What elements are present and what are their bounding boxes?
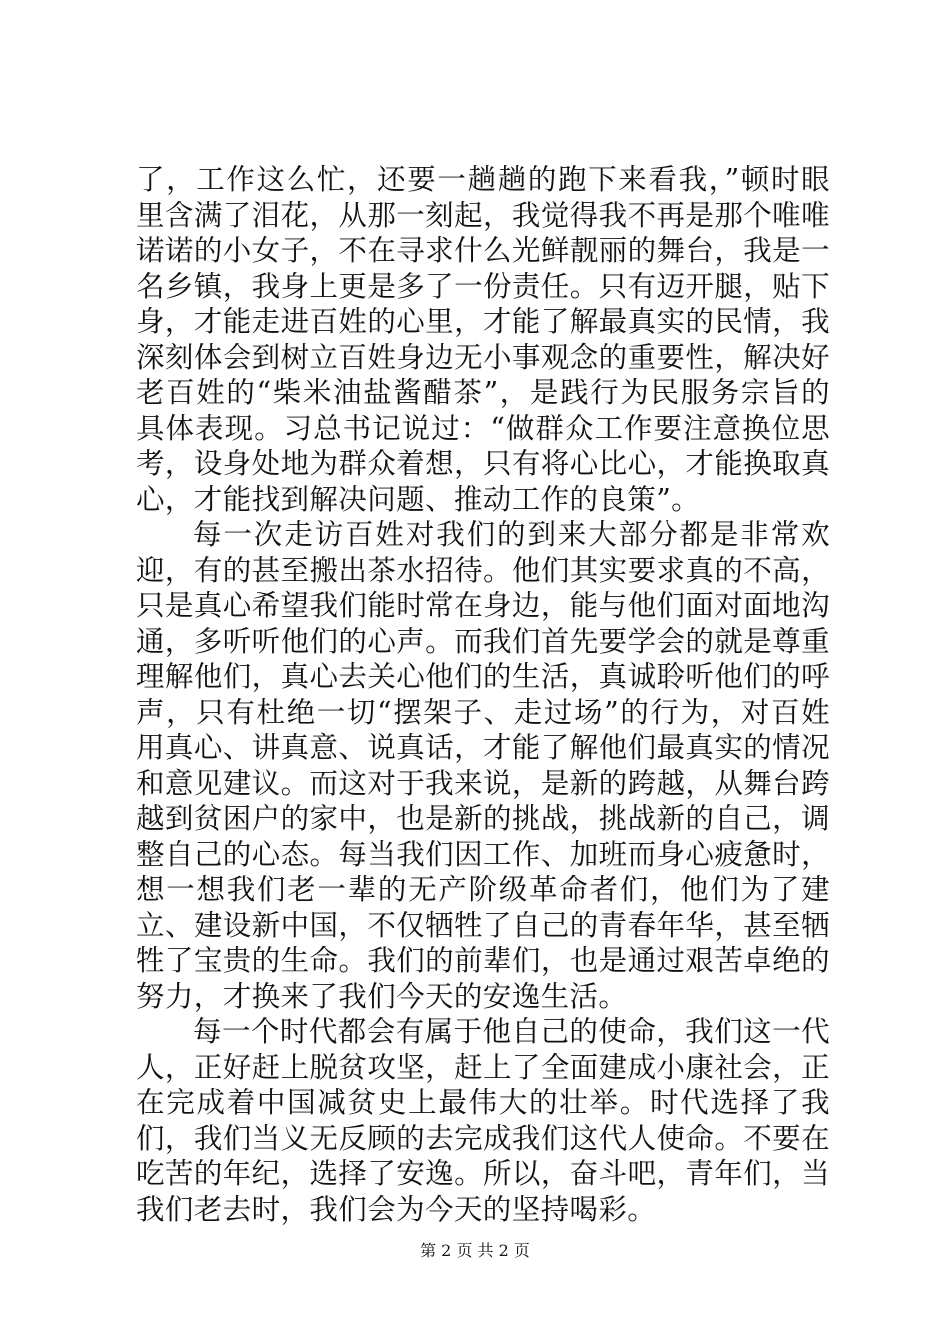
paragraph-visits: 每一次走访百姓对我们的到来大部分都是非常欢迎，有的甚至搬出茶水招待。他们其实要求真的不高，只是真心希望我们能时常在身边，能与他们面对面地沟通，多听听他们的心声。而我们首先要学会的就是尊重理解他们，真心去关心他们的生活，真诚聆听他们的呼声，只有杜绝一切“摆架子、走过场”的行为，对百姓用真心、讲真意、说真话，才能了解他们最真实的情况和意见建议。而这对于我来说，是新的跨越，从舞台跨越到贫困户的家中，也是新的挑战，挑战新的自己，调整自己的心态。每当我们因工作、加班而身心疲惫时，想一想我们老一辈的无产阶级革命者们，他们为了建立、建设新中国，不仅牺牲了自己的青春年华，甚至牺牲了宝贵的生命。我们的前辈们，也是通过艰苦卓绝的努力，才换来了我们今天的安逸生活。 (136, 518, 830, 1013)
paragraph-mission: 每一个时代都会有属于他自己的使命，我们这一代人，正好赶上脱贫攻坚，赶上了全面建成小康社会，正在完成着中国减贫史上最伟大的壮举。时代选择了我们，我们当义无反顾的去完成我们这代人使命。不要在吃苦的年纪，选择了安逸。所以，奋斗吧，青年们，当我们老去时，我们会为今天的坚持喝彩。 (136, 1015, 830, 1226)
paragraph-continuation: 了，工作这么忙，还要一趟趟的跑下来看我，”顿时眼里含满了泪花，从那一刻起，我觉得我不再是那个唯唯诺诺的小女子，不在寻求什么光鲜靓丽的舞台，我是一名乡镇，我身上更是多了一份责任。只有迈开腿，贴下身，才能走进百姓的心里，才能了解最真实的民情，我深刻体会到树立百姓身边无小事观念的重要性，解决好老百姓的“柴米油盐酱醋茶”，是践行为民服务宗旨的具体表现。习总书记说过：“做群众工作要注意换位思考，设身处地为群众着想，只有将心比心，才能换取真心，才能找到解决问题、推动工作的良策”。 (136, 163, 830, 516)
page-number-footer: 第 2 页 共 2 页 (420, 1241, 530, 1260)
document-body (136, 162, 830, 1227)
